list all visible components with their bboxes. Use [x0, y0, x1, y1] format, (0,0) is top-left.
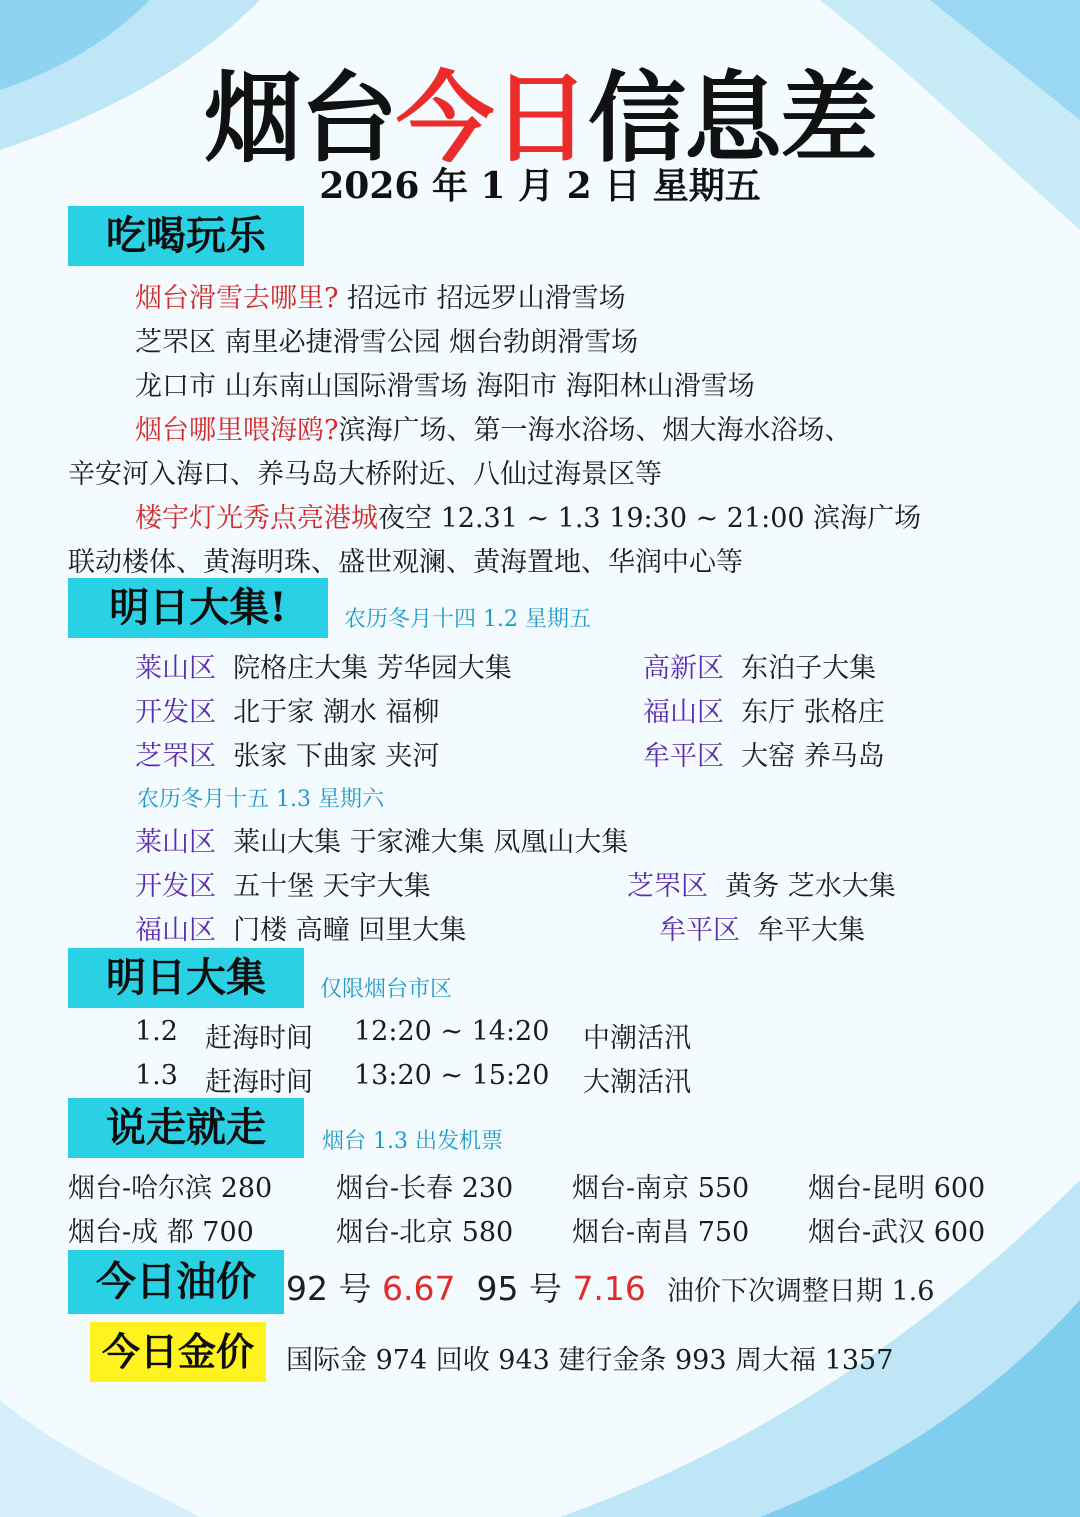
market-entry — [135, 690, 439, 729]
market-places: 门楼 高疃 回里大集 — [233, 915, 467, 946]
fun-text: 龙口市 山东南山国际滑雪场 海阳市 海阳林山滑雪场 — [135, 371, 755, 402]
market-places: 大窑 养马岛 — [741, 741, 885, 772]
district-label: 莱山区 — [135, 827, 216, 858]
market-places: 院格庄大集 芳华园大集 — [233, 653, 512, 684]
oil-prices — [286, 1263, 934, 1310]
section-heading-oil: 今日油价 — [68, 1250, 284, 1314]
fun-text: 辛安河入海口、养马岛大桥附近、八仙过海景区等 — [68, 459, 662, 490]
section-heading-tide: 明日大集 — [68, 948, 304, 1008]
district-label: 福山区 — [643, 697, 724, 728]
market-entry — [643, 734, 885, 773]
section-heading-market: 明日大集! — [68, 578, 328, 638]
tide-label: 赶海时间 — [205, 1067, 313, 1098]
tide-label: 赶海时间 — [205, 1023, 313, 1054]
market-places: 东泊子大集 — [741, 653, 877, 684]
fun-highlight: 烟台哪里喂海鸥? — [135, 415, 339, 446]
market-places: 东厅 张格庄 — [741, 697, 885, 728]
market-places: 北于家 潮水 福柳 — [233, 697, 440, 728]
tide-note: 仅限烟台市区 — [320, 977, 453, 1002]
market-entry — [135, 864, 431, 903]
market-entry — [643, 646, 876, 685]
tide-level: 大潮活汛 — [583, 1067, 691, 1098]
market-places: 莱山大集 于家滩大集 凤凰山大集 — [233, 827, 629, 858]
district-label: 牟平区 — [659, 915, 740, 946]
fun-text: 夜空 12.31 ~ 1.3 19:30 ~ 21:00 滨海广场 — [378, 503, 922, 534]
flight-fare: 烟台-昆明 600 — [808, 1173, 986, 1204]
oil-95-label: 95 号 — [476, 1269, 562, 1308]
flight-fare: 烟台-南昌 750 — [572, 1217, 750, 1248]
section-heading-flights: 说走就走 — [68, 1098, 304, 1158]
district-label: 莱山区 — [135, 653, 216, 684]
fun-highlight: 楼宇灯光秀点亮港城 — [135, 503, 378, 534]
tide-time: 12:20 ~ 14:20 — [354, 1016, 550, 1047]
market-entry — [659, 908, 865, 947]
fun-line — [135, 496, 921, 535]
tide-time: 13:20 ~ 15:20 — [354, 1060, 550, 1091]
market-places: 张家 下曲家 夹河 — [233, 741, 440, 772]
flights-note: 烟台 1.3 出发机票 — [322, 1129, 503, 1154]
fun-text: 招远市 招远罗山滑雪场 — [338, 283, 626, 314]
fun-line — [135, 276, 626, 315]
market-entry — [643, 690, 885, 729]
flight-fare: 烟台-武汉 600 — [808, 1217, 986, 1248]
fun-line — [135, 320, 638, 359]
tide-date: 1.2 — [135, 1016, 178, 1047]
district-label: 芝罘区 — [627, 871, 708, 902]
district-label: 开发区 — [135, 871, 216, 902]
market-entry — [135, 646, 512, 685]
date-line: 2026 年 1 月 2 日 星期五 — [319, 165, 761, 207]
market-places: 五十堡 天宇大集 — [233, 871, 431, 902]
oil-92-price: 6.67 — [381, 1269, 456, 1308]
oil-next-adjust: 油价下次调整日期 1.6 — [666, 1276, 935, 1307]
market-entry — [135, 908, 466, 947]
flight-fare: 烟台-长春 230 — [336, 1173, 514, 1204]
fun-line — [68, 452, 662, 491]
section-heading-gold: 今日金价 — [90, 1322, 266, 1382]
district-label: 高新区 — [643, 653, 724, 684]
market-entry — [135, 820, 628, 859]
section-heading-fun: 吃喝玩乐 — [68, 206, 304, 266]
flight-fare: 烟台-南京 550 — [572, 1173, 750, 1204]
district-label: 牟平区 — [643, 741, 724, 772]
district-label: 开发区 — [135, 697, 216, 728]
title-part-today: 今日 — [395, 62, 588, 176]
oil-95-price: 7.16 — [572, 1269, 646, 1308]
fun-text: 联动楼体、黄海明珠、盛世观澜、黄海置地、华润中心等 — [68, 547, 743, 578]
market-places: 黄务 芝水大集 — [725, 871, 896, 902]
fun-line — [68, 540, 743, 579]
fun-text: 滨海广场、第一海水浴场、烟大海水浴场、 — [338, 415, 852, 446]
title-part-info: 信息差 — [588, 62, 877, 176]
gold-prices: 国际金 974 回收 943 建行金条 993 周大福 1357 — [286, 1345, 894, 1376]
fun-highlight: 烟台滑雪去哪里? — [135, 283, 339, 314]
tide-date: 1.3 — [135, 1060, 178, 1091]
market-entry — [135, 734, 439, 773]
district-label: 芝罘区 — [135, 741, 216, 772]
flight-fare: 烟台-哈尔滨 280 — [68, 1173, 273, 1204]
tide-level: 中潮活汛 — [583, 1023, 691, 1054]
fun-line — [135, 408, 851, 447]
oil-92-label: 92 号 — [286, 1269, 372, 1308]
lunar-date-note: 农历冬月十四 1.2 星期五 — [344, 607, 591, 632]
market-entry — [627, 864, 896, 903]
flight-fare: 烟台-成 都 700 — [68, 1217, 254, 1248]
title-part-city: 烟台 — [203, 62, 396, 176]
fun-line — [135, 364, 755, 403]
fun-text: 芝罘区 南里必捷滑雪公园 烟台勃朗滑雪场 — [135, 327, 639, 358]
market-places: 牟平大集 — [757, 915, 866, 946]
district-label: 福山区 — [135, 915, 216, 946]
flight-fare: 烟台-北京 580 — [336, 1217, 514, 1248]
lunar-date-note: 农历冬月十五 1.3 星期六 — [137, 787, 384, 812]
